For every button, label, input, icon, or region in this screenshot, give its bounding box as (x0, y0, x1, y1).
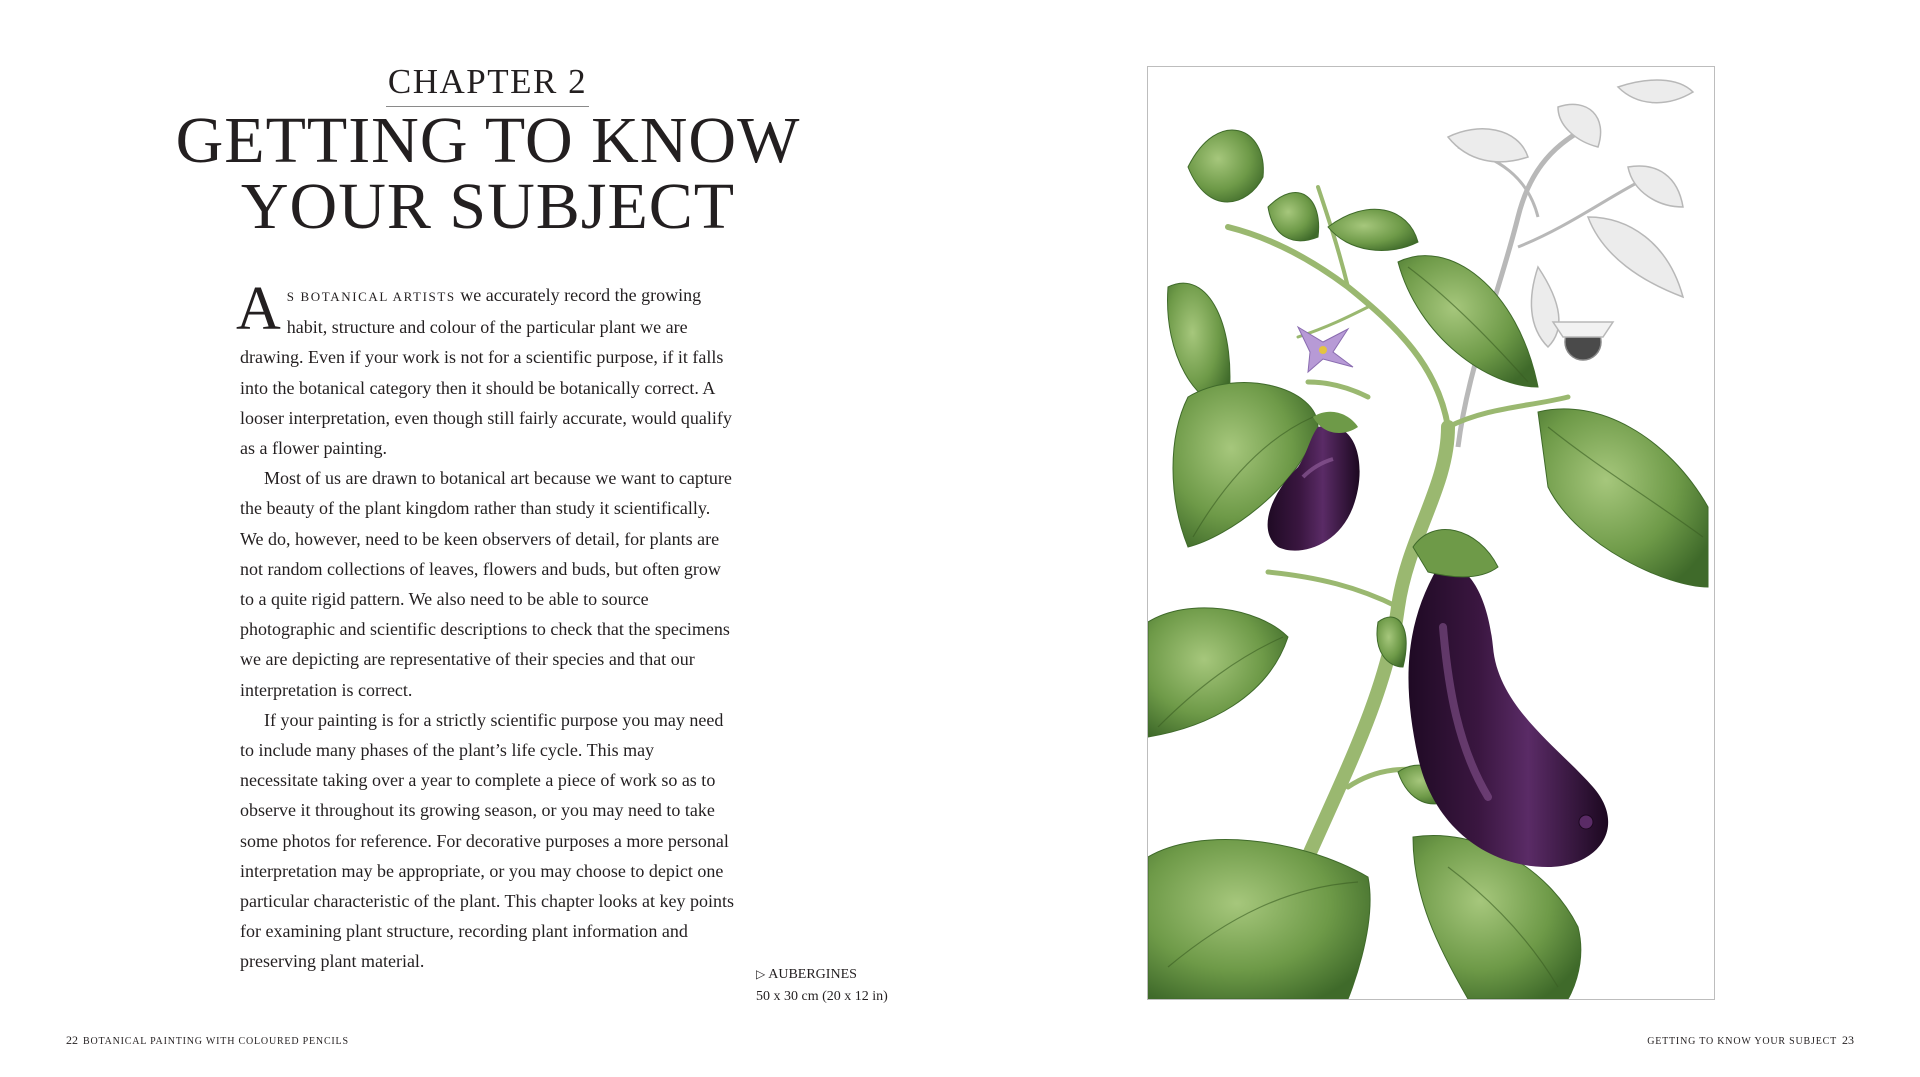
paragraph-1 (236, 275, 736, 463)
chapter-title (130, 104, 846, 243)
aubergine-drawing (1148, 67, 1714, 999)
page-number-right: 23 (1842, 1033, 1854, 1047)
illustration-caption (756, 963, 956, 1008)
paragraph-1-text: we accurately record the growing habit, structure and colour of the particular plant we are drawing. Even if your work is not for a scientific purpose, if it falls into the botanical category then it should be botanically correct. A looser interpretation, even though still fairly accurate, would qualify as a flower painting. (240, 285, 732, 459)
running-head-left: BOTANICAL PAINTING WITH COLOURED PENCILS (83, 1036, 349, 1047)
drop-cap: A (236, 275, 281, 343)
pencil-sketch-branch (1448, 80, 1693, 447)
chapter-title-line2: YOUR SUBJECT (240, 170, 736, 243)
caption-triangle-icon: ▷ (756, 967, 766, 981)
running-head-right: GETTING TO KNOW YOUR SUBJECT (1647, 1036, 1837, 1047)
aubergine-illustration (1147, 66, 1715, 1000)
folio-left (66, 1033, 349, 1048)
body-text (236, 275, 736, 977)
purple-flower (1298, 327, 1353, 372)
folio-right (1647, 1033, 1854, 1048)
chapter-label: CHAPTER 2 (386, 60, 589, 107)
chapter-title-line1: GETTING TO KNOW (175, 104, 801, 177)
lead-in-smallcaps: S BOTANICAL ARTISTS (286, 289, 456, 304)
large-aubergine (1408, 530, 1608, 867)
paragraph-2: Most of us are drawn to botanical art because we want to capture the beauty of the plant kingdom rather than study it scientifically. We do, however, need to be keen observers of detail, for plants are not random collections of leaves, flowers and buds, but often grow to a quite rigid pattern. We also need to be able to source photographic and scientific descriptions to check that the specimens we are depicting are representative of their species and that our interpretation is correct. (240, 468, 732, 700)
paragraph-3: If your painting is for a strictly scientific purpose you may need to include many phases of the plant’s life cycle. This may necessitate taking over a year to complete a piece of work so as to observe it throughout its growing season, or you may need to take some photos for reference. For decorative purposes a more personal interpretation may be appropriate, or you may choose to depict one particular characteristic of the plant. This chapter looks at key points for examining plant structure, recording plant information and preserving plant material. (240, 709, 734, 972)
caption-title: AUBERGINES (768, 967, 857, 982)
page-number-left: 22 (66, 1033, 78, 1047)
caption-size: 50 x 30 cm (20 x 12 in) (756, 989, 888, 1004)
